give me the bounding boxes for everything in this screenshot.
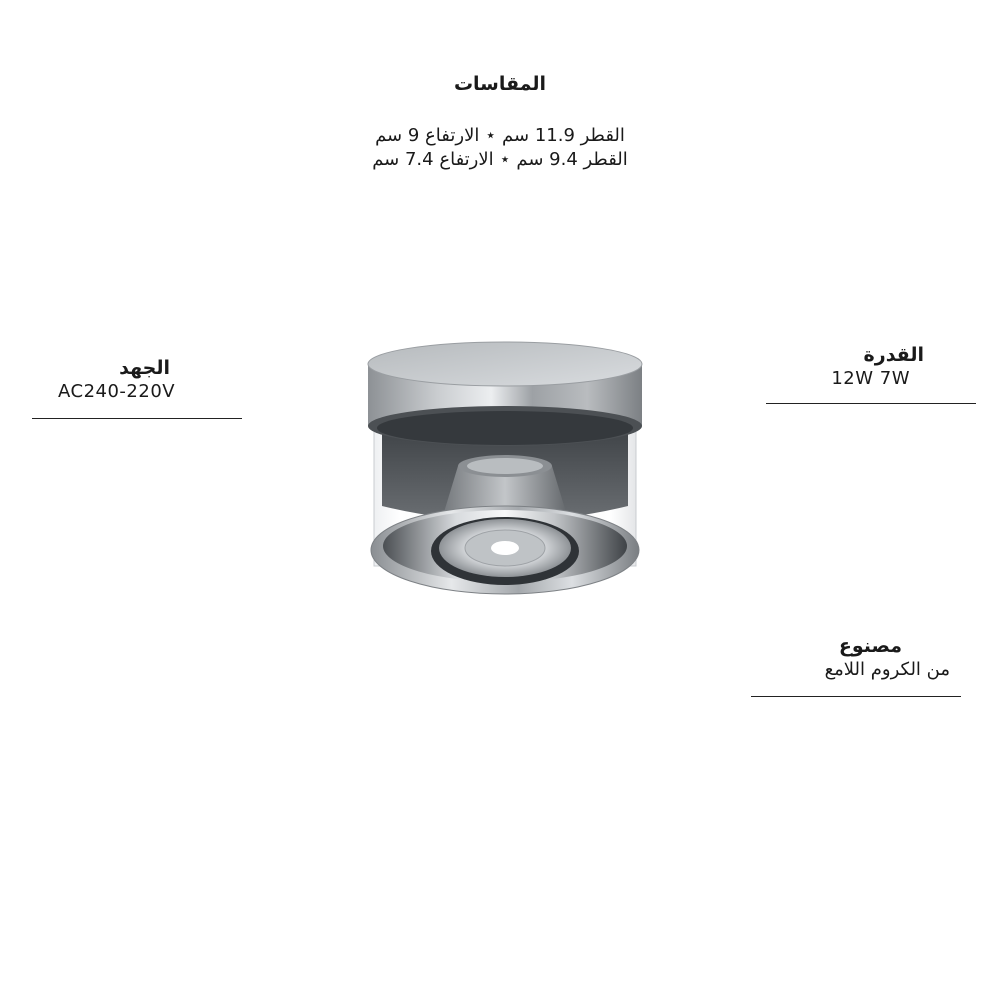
voltage-block [30, 356, 176, 404]
voltage-value: AC240-220V [58, 381, 176, 402]
material-value: من الكروم اللامع [824, 659, 950, 680]
material-block [750, 634, 950, 682]
chrome-ceiling-spotlight-image [360, 336, 650, 636]
voltage-heading: الجهد [119, 357, 170, 379]
power-block [770, 343, 924, 391]
material-divider [751, 696, 961, 697]
voltage-divider [32, 418, 242, 419]
dimensions-line-1: القطر 11.9 سم ⋆ الارتفاع 9 سم [375, 125, 625, 146]
dimensions-block [250, 72, 750, 172]
power-divider [766, 403, 976, 404]
material-heading: مصنوع [838, 635, 902, 657]
power-value: 12W 7W [831, 368, 910, 389]
dimensions-line-2: القطر 9.4 سم ⋆ الارتفاع 7.4 سم [372, 149, 628, 170]
power-heading: القدرة [863, 344, 924, 366]
dimensions-heading: المقاسات [453, 73, 547, 95]
